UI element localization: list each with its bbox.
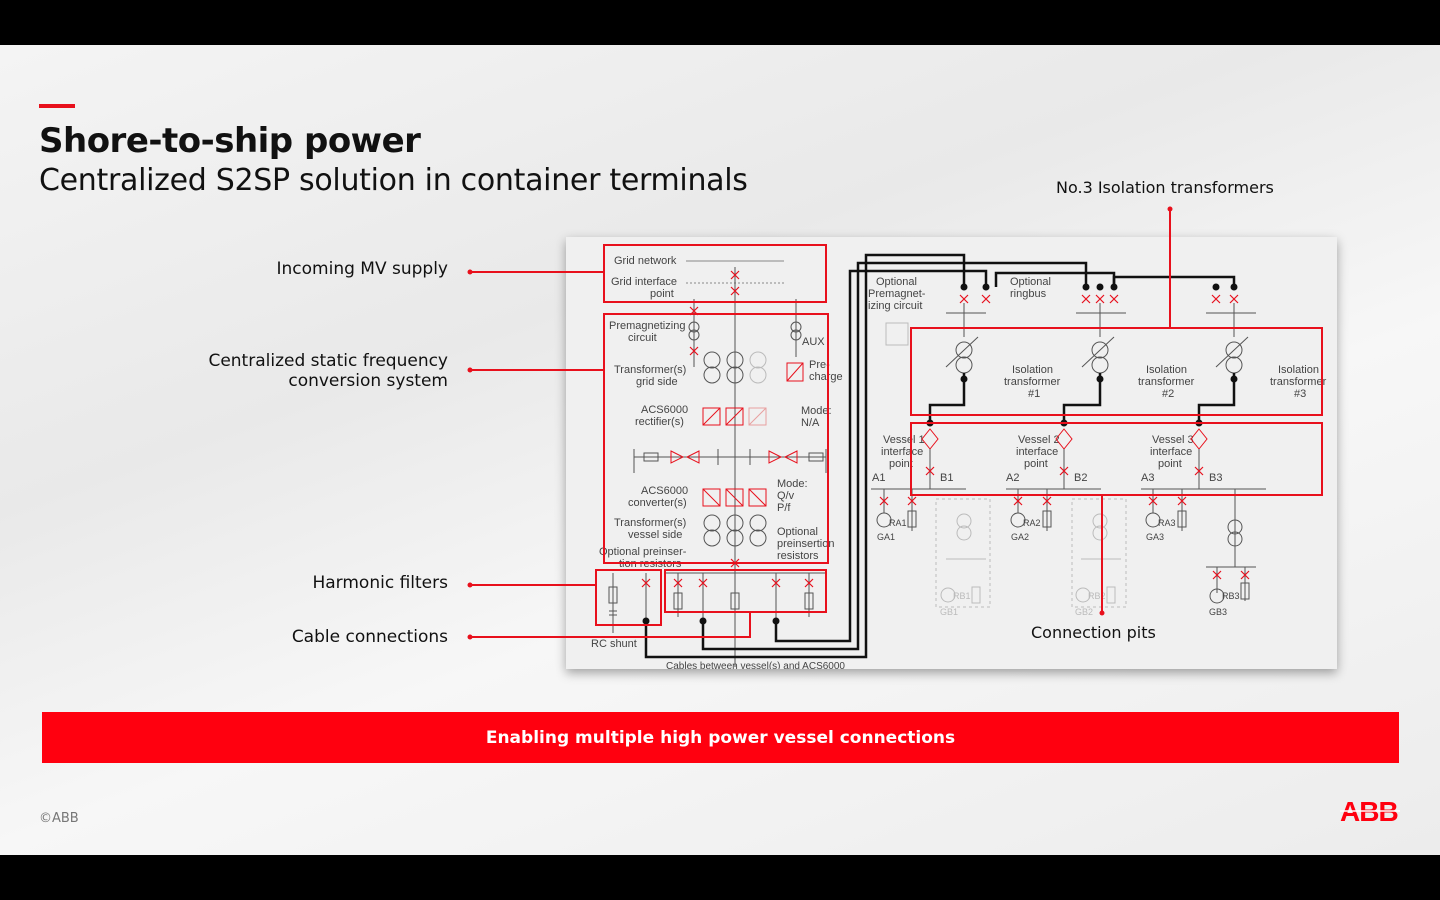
lbl-conv-1: ACS6000 xyxy=(641,485,689,497)
slide xyxy=(0,45,1440,855)
lbl-precharge-1: Pre- xyxy=(809,359,830,371)
lbl-opt-ring-1: Optional xyxy=(1010,276,1051,288)
lbl-iso1-2: transformer xyxy=(1004,376,1061,388)
lbl-b2: B2 xyxy=(1074,472,1088,484)
lbl-gb3: GB3 xyxy=(1209,607,1228,617)
highlight-mv-supply xyxy=(604,245,826,302)
lbl-opt-premag-1: Optional xyxy=(876,276,917,288)
highlight-cable-left xyxy=(665,570,826,612)
lbl-v2-3: point xyxy=(1024,458,1048,470)
lbl-tr-grid-1: Transformer(s) xyxy=(614,364,687,376)
lbl-ga3: GA3 xyxy=(1146,532,1165,542)
lbl-v2-1: Vessel 2 xyxy=(1018,434,1060,446)
page-title: Shore-to-ship power xyxy=(39,121,421,161)
lbl-iso3-1: Isolation xyxy=(1278,364,1319,376)
lbl-opt-premag-2: Premagnet- xyxy=(868,288,926,300)
lbl-tr-grid-2: grid side xyxy=(636,376,678,388)
lbl-a1: A1 xyxy=(872,472,886,484)
lbl-b1: B1 xyxy=(940,472,954,484)
copyright: ©ABB xyxy=(39,811,79,826)
lbl-v3-2: interface xyxy=(1150,446,1193,458)
highlight-harmonic-filters xyxy=(596,570,661,625)
highlight-isolation-transformers xyxy=(911,328,1322,415)
lbl-a3: A3 xyxy=(1141,472,1155,484)
lbl-mode2-2: Q/v xyxy=(777,490,795,502)
highlight-connection-pits xyxy=(911,423,1322,495)
lbl-ra3: RA3 xyxy=(1158,518,1176,528)
lbl-tr-vessel-1: Transformer(s) xyxy=(614,517,687,529)
lbl-opt-preins-2: tion resistors xyxy=(619,558,682,570)
lbl-b3: B3 xyxy=(1209,472,1223,484)
lbl-iso2-2: transformer xyxy=(1138,376,1195,388)
lbl-v1-3: point xyxy=(889,458,913,470)
lbl-a2: A2 xyxy=(1006,472,1020,484)
lbl-v1-2: interface xyxy=(881,446,924,458)
lbl-ga1: GA1 xyxy=(877,532,896,542)
lbl-precharge-2: charge xyxy=(809,371,843,383)
lbl-opt-pre-2: preinsertion xyxy=(777,538,835,550)
lbl-conv-2: converter(s) xyxy=(628,497,687,509)
lbl-ga2: GA2 xyxy=(1011,532,1030,542)
lbl-v2-2: interface xyxy=(1016,446,1059,458)
lbl-opt-pre-1: Optional xyxy=(777,526,818,538)
lbl-mode2-1: Mode: xyxy=(777,478,808,490)
lbl-aux: AUX xyxy=(802,336,825,348)
callout-connection-pits: Connection pits xyxy=(1031,623,1156,642)
lbl-cables-bottom: Cables between vessel(s) and ACS6000 xyxy=(666,661,845,669)
lbl-mode1-2: N/A xyxy=(801,417,820,429)
callout-sfc-line1: Centralized static frequency xyxy=(208,351,448,371)
lbl-v3-1: Vessel 3 xyxy=(1152,434,1194,446)
highlight-sfc xyxy=(604,314,828,563)
lbl-iso2-3: #2 xyxy=(1162,388,1175,400)
callout-cable-connections: Cable connections xyxy=(291,627,448,647)
callout-isolation-transformers: No.3 Isolation transformers xyxy=(1056,178,1274,197)
lbl-premag-2: circuit xyxy=(628,332,657,344)
lbl-iso2-1: Isolation xyxy=(1146,364,1187,376)
lbl-grid-network: Grid network xyxy=(614,255,677,267)
lbl-rb1: RB1 xyxy=(953,591,971,601)
logo-text: ABB xyxy=(1340,797,1398,825)
banner xyxy=(42,712,1399,763)
lbl-rect-2: rectifier(s) xyxy=(635,416,684,428)
lbl-iso3-2: transformer xyxy=(1270,376,1327,388)
lbl-rb2: RB2 xyxy=(1088,591,1106,601)
abb-logo xyxy=(1340,797,1400,830)
lbl-gb1: GB1 xyxy=(940,607,959,617)
lbl-tr-vessel-2: vessel side xyxy=(628,529,683,541)
page-subtitle: Centralized S2SP solution in container terminals xyxy=(39,163,748,198)
lbl-ra1: RA1 xyxy=(889,518,907,528)
lbl-rc-shunt: RC shunt xyxy=(591,638,637,650)
lbl-opt-preins-1: Optional preinser- xyxy=(599,546,687,558)
lbl-grid-interface-1: Grid interface xyxy=(611,276,678,288)
banner-text: Enabling multiple high power vessel connections xyxy=(485,727,956,748)
lbl-iso1-3: #1 xyxy=(1028,388,1041,400)
lbl-iso1-1: Isolation xyxy=(1012,364,1053,376)
lbl-premag-1: Premagnetizing xyxy=(609,320,686,332)
lbl-gb2: GB2 xyxy=(1075,607,1094,617)
lbl-opt-pre-3: resistors xyxy=(777,550,819,562)
lbl-mode1-1: Mode: xyxy=(801,405,832,417)
lbl-v3-3: point xyxy=(1158,458,1182,470)
lbl-rb3: RB3 xyxy=(1222,591,1240,601)
callout-mv-supply: Incoming MV supply xyxy=(276,259,448,279)
callout-harmonic-filters: Harmonic filters xyxy=(312,573,448,593)
lbl-mode2-3: P/f xyxy=(777,502,791,514)
lbl-iso3-3: #3 xyxy=(1294,388,1307,400)
lbl-rect-1: ACS6000 xyxy=(641,404,689,416)
lbl-v1-1: Vessel 1 xyxy=(883,434,925,446)
lbl-grid-interface-2: point xyxy=(650,288,674,300)
lbl-opt-ring-2: ringbus xyxy=(1010,288,1047,300)
callout-sfc-line2: conversion system xyxy=(288,371,448,391)
lbl-ra2: RA2 xyxy=(1023,518,1041,528)
lbl-opt-premag-3: izing circuit xyxy=(868,300,923,312)
